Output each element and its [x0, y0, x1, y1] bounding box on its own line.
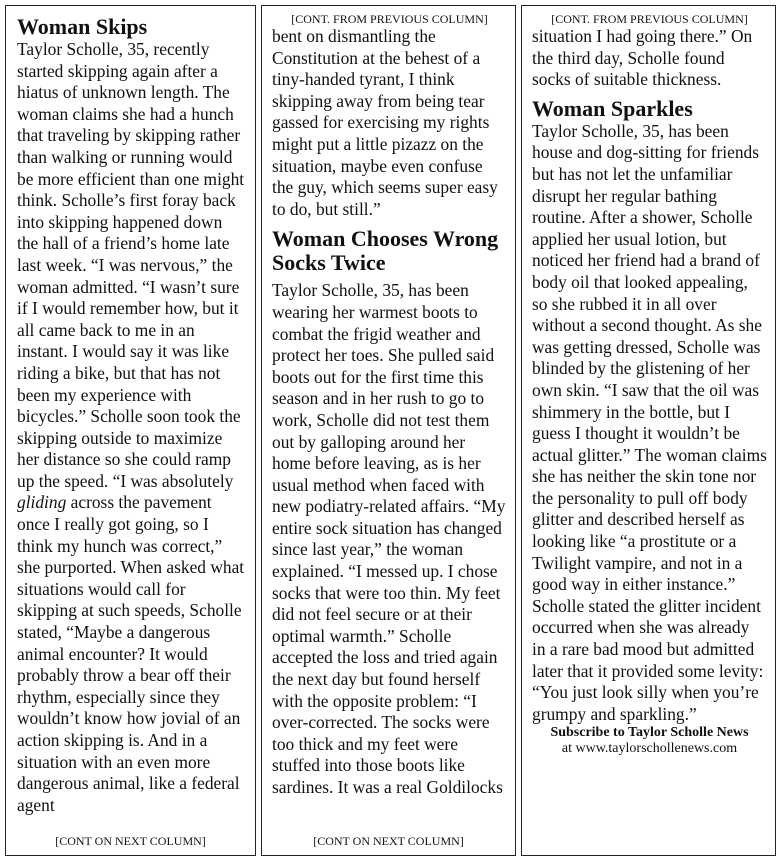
headline-woman-sparkles: Woman Sparkles [532, 95, 693, 121]
continued-from-previous-note: [CONT. FROM PREVIOUS COLUMN] [551, 12, 748, 26]
headline-woman-chooses-wrong-socks: Woman Chooses Wrong Socks Twice [272, 226, 499, 276]
article-body-woman-sparkles: Taylor Scholle, 35, has been house and dog-sitting for friends but has not let the unfamiliar disrupt her regular bathing routine. After a shower, Scholle applied her usual lotion, but noticed her friend had a brand of body oil that looked appealing, so she rubbed it in all over without a second thought. As she was getting dressed, Scholle was blinded by the glistening of her own skin. “I saw that the oil was shimmery in the bottle, but I guess I thought it wouldn’t be actual glitter.” The woman claims she has neither the skin tone nor the personality to pull off body glitter and described herself as looking like “a prostitute or a Twilight vampire, and not in a good way in either instance.” Scholle stated the glitter incident occurred when she was already in a rare bad mood but admitted later that it provided some levity: “You just look silly when you’re grumpy and sparkling.” [532, 120, 767, 724]
article-text-part-2: across the pavement once I really got going, so I think my hunch was correct,” she purported. When asked what situations would call for skipping at such speeds, Scholle stated, “Maybe a dangerous animal encounter? It would probably throw a bear off their rhythm, especially since they wouldn’t know how jovial of an action skipping is. And in a situation with an even more dangerous animal, like a federal agent [17, 492, 245, 815]
column-2 [261, 5, 516, 856]
article-continuation-wrong-socks: situation I had going there.” On the third day, Scholle found socks of suitable thickness. [532, 26, 753, 90]
column-1 [5, 5, 256, 856]
column-3 [521, 5, 776, 856]
headline-woman-skips: Woman Skips [17, 14, 148, 39]
article-body-wrong-socks: Taylor Scholle, 35, has been wearing her warmest boots to combat the frigid weather and protect her toes. She pulled said boots out for the first time this season and in her rush to go to work, Scholle did not test them out by galloping around her home before leaving, as is her usual method when faced with new podiatry-related affairs. “My entire sock situation has changed since last year,” the woman explained. “I messed up. I chose socks that were too thin. My feet did not feel secure or at their optimal warmth.” Scholle accepted the loss and tried again the next day but found herself with the opposite problem: “I over-corrected. The socks were too thick and my feet were stuffed into those boots like sardines. It was a real Goldilocks [272, 280, 506, 797]
continued-from-previous-note: [CONT. FROM PREVIOUS COLUMN] [291, 12, 488, 26]
article-continuation-woman-skips: bent on dismantling the Constitution at the behest of a tiny-handed tyrant, I think skipping away from being tear gassed for exercising my rights might put a little pizazz on the situation, maybe even confuse the guy, which seems super easy to do, but still.” [272, 26, 498, 219]
continued-next-column-note: [CONT ON NEXT COLUMN] [55, 834, 206, 848]
subscribe-line: Subscribe to Taylor Scholle News [550, 725, 749, 741]
article-text-part-1: Taylor Scholle, 35, recently started skipping again after a hiatus of unknown length. The woman claims she had a hunch that traveling by skipping rather than walking or running would be more efficient than one might think. Scholle’s first foray back into skipping happened down the hall of a friend’s home late last week. “I was nervous,” the woman admitted. “I wasn’t sure if I would remember how, but it all came back to me in an instant. I would say it was like riding a bike, but that has not been my experience with bicycles.” Scholle soon took the skipping outside to maximize her distance so she could ramp up the speed. “I was absolutely [17, 39, 245, 491]
subscribe-url[interactable]: at www.taylorschollenews.com [561, 741, 738, 757]
continued-next-column-note: [CONT ON NEXT COLUMN] [313, 834, 464, 848]
article-body-woman-skips [17, 39, 247, 816]
emphasized-word: gliding [17, 492, 67, 513]
